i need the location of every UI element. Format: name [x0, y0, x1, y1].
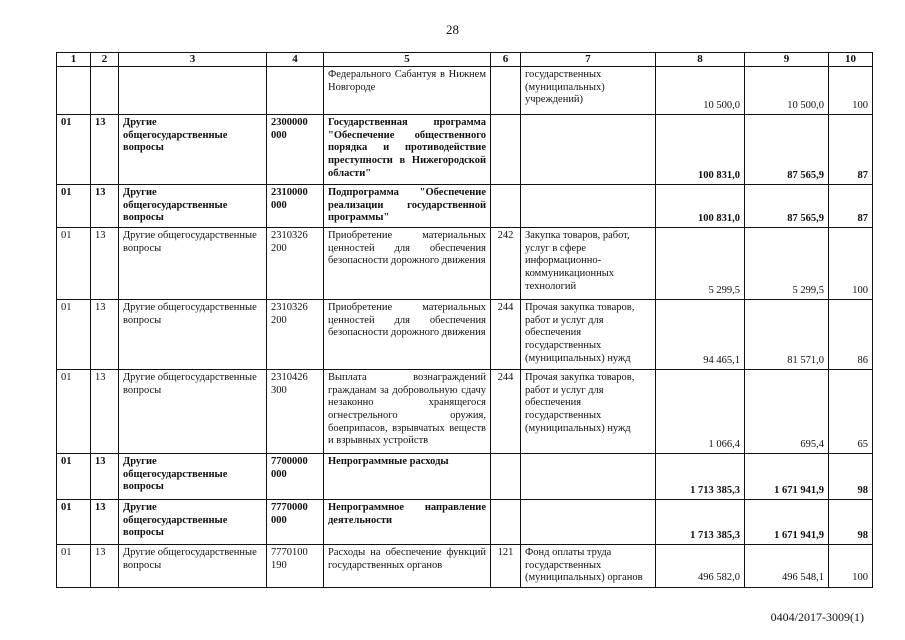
table-cell: Другие общегосударственные вопросы — [119, 185, 267, 228]
table-cell: Непрограммные расходы — [324, 454, 491, 500]
table-cell: 1 066,4 — [656, 370, 745, 454]
table-row — [57, 300, 873, 370]
table-cell: 65 — [829, 370, 873, 454]
table-cell: 244 — [491, 370, 521, 454]
header-cell: 3 — [119, 53, 267, 67]
header-cell: 9 — [745, 53, 829, 67]
table-cell: Приобретение материальных ценностей для обеспечения безопасности дорожного движения — [324, 300, 491, 370]
table-cell — [521, 454, 656, 500]
table-cell: 7700000 000 — [267, 454, 324, 500]
table-cell: 10 500,0 — [656, 67, 745, 115]
table-cell: 242 — [491, 228, 521, 300]
table-cell: Другие общегосударственные вопросы — [119, 454, 267, 500]
table-row — [57, 115, 873, 185]
header-cell: 8 — [656, 53, 745, 67]
table-cell: 98 — [829, 500, 873, 545]
table-cell: 2310326 200 — [267, 228, 324, 300]
table-cell: 01 — [57, 370, 91, 454]
table-cell: 87 — [829, 115, 873, 185]
table-cell: 2310000 000 — [267, 185, 324, 228]
page-number: 28 — [446, 22, 459, 37]
table-cell: 13 — [91, 228, 119, 300]
table-cell — [521, 500, 656, 545]
table-cell: 496 548,1 — [745, 545, 829, 588]
table-cell: 1 713 385,3 — [656, 500, 745, 545]
table-cell: 100 — [829, 545, 873, 588]
table-row — [57, 185, 873, 228]
table-cell: Другие общегосударственные вопросы — [119, 115, 267, 185]
table-cell: 01 — [57, 500, 91, 545]
table-cell: Закупка товаров, работ, услуг в сфере информационно-коммуникационных технологий — [521, 228, 656, 300]
table-cell: 01 — [57, 185, 91, 228]
table-cell: Фонд оплаты труда государственных (муниципальных) органов — [521, 545, 656, 588]
header-row — [57, 53, 873, 67]
table-cell: 244 — [491, 300, 521, 370]
table-cell: 87 — [829, 185, 873, 228]
table-cell: Прочая закупка товаров, работ и услуг для обеспечения государственных (муниципальных) нужд — [521, 300, 656, 370]
table-cell — [521, 115, 656, 185]
table-cell: Подпрограмма "Обеспечение реализации государственной программы" — [324, 185, 491, 228]
table-cell: 94 465,1 — [656, 300, 745, 370]
header-cell: 2 — [91, 53, 119, 67]
table-cell: 13 — [91, 500, 119, 545]
document-code: 0404/2017-3009(1) — [770, 610, 864, 624]
table-cell: 2310326 200 — [267, 300, 324, 370]
table-cell: 87 565,9 — [745, 115, 829, 185]
table-row — [57, 67, 873, 115]
table-cell: 98 — [829, 454, 873, 500]
table-cell: 7770100 190 — [267, 545, 324, 588]
table-cell — [91, 67, 119, 115]
table-cell: 81 571,0 — [745, 300, 829, 370]
table-row — [57, 545, 873, 588]
table-cell: Другие общегосударственные вопросы — [119, 545, 267, 588]
table-cell: 01 — [57, 228, 91, 300]
table-row — [57, 454, 873, 500]
table-cell: 121 — [491, 545, 521, 588]
table-cell: Другие общегосударственные вопросы — [119, 370, 267, 454]
header-cell: 1 — [57, 53, 91, 67]
table-cell: Другие общегосударственные вопросы — [119, 500, 267, 545]
table-cell: 13 — [91, 545, 119, 588]
budget-table — [56, 52, 873, 588]
table-cell: 5 299,5 — [656, 228, 745, 300]
table-cell: 100 831,0 — [656, 115, 745, 185]
table-row — [57, 500, 873, 545]
table-cell — [521, 185, 656, 228]
table-cell: 695,4 — [745, 370, 829, 454]
table-cell: 13 — [91, 300, 119, 370]
header-cell: 6 — [491, 53, 521, 67]
table-row — [57, 370, 873, 454]
table-cell — [491, 500, 521, 545]
table-cell: 86 — [829, 300, 873, 370]
table-cell: 13 — [91, 115, 119, 185]
table-cell: 01 — [57, 115, 91, 185]
table-cell: 7770000 000 — [267, 500, 324, 545]
table-cell: 2300000 000 — [267, 115, 324, 185]
table-cell — [491, 185, 521, 228]
table-cell: 01 — [57, 545, 91, 588]
table-cell: Другие общегосударственные вопросы — [119, 228, 267, 300]
table-cell: Государственная программа "Обеспечение общественного порядка и противодействие преступности в Нижегородской области" — [324, 115, 491, 185]
table-cell: Выплата вознаграждений гражданам за добровольную сдачу незаконно хранящегося огнестрельного оружия, боеприпасов, взрывчатых веществ и взрывных устройств — [324, 370, 491, 454]
table-row — [57, 228, 873, 300]
table-cell: Прочая закупка товаров, работ и услуг для обеспечения государственных (муниципальных) нужд — [521, 370, 656, 454]
table-cell: 87 565,9 — [745, 185, 829, 228]
table-cell: Федерального Сабантуя в Нижнем Новгороде — [324, 67, 491, 115]
header-cell: 5 — [324, 53, 491, 67]
table-cell: 100 — [829, 67, 873, 115]
table-cell: 496 582,0 — [656, 545, 745, 588]
table-cell — [491, 115, 521, 185]
table-cell: Расходы на обеспечение функций государственных органов — [324, 545, 491, 588]
table-cell: 1 671 941,9 — [745, 500, 829, 545]
table-cell: государственных (муниципальных) учреждений) — [521, 67, 656, 115]
header-cell: 10 — [829, 53, 873, 67]
table-cell — [57, 67, 91, 115]
table-cell — [267, 67, 324, 115]
table-cell: Приобретение материальных ценностей для обеспечения безопасности дорожного движения — [324, 228, 491, 300]
header-cell: 7 — [521, 53, 656, 67]
table-cell: Другие общегосударственные вопросы — [119, 300, 267, 370]
table-cell: Непрограммное направление деятельности — [324, 500, 491, 545]
table-cell: 1 713 385,3 — [656, 454, 745, 500]
table-cell: 1 671 941,9 — [745, 454, 829, 500]
header-cell: 4 — [267, 53, 324, 67]
table-cell: 2310426 300 — [267, 370, 324, 454]
table-cell — [491, 454, 521, 500]
table-cell: 13 — [91, 370, 119, 454]
table-cell: 01 — [57, 454, 91, 500]
table-cell: 100 831,0 — [656, 185, 745, 228]
table-cell — [491, 67, 521, 115]
table-cell — [119, 67, 267, 115]
table-cell: 01 — [57, 300, 91, 370]
table-cell: 100 — [829, 228, 873, 300]
table-cell: 13 — [91, 185, 119, 228]
table-cell: 5 299,5 — [745, 228, 829, 300]
table-cell: 10 500,0 — [745, 67, 829, 115]
table-cell: 13 — [91, 454, 119, 500]
